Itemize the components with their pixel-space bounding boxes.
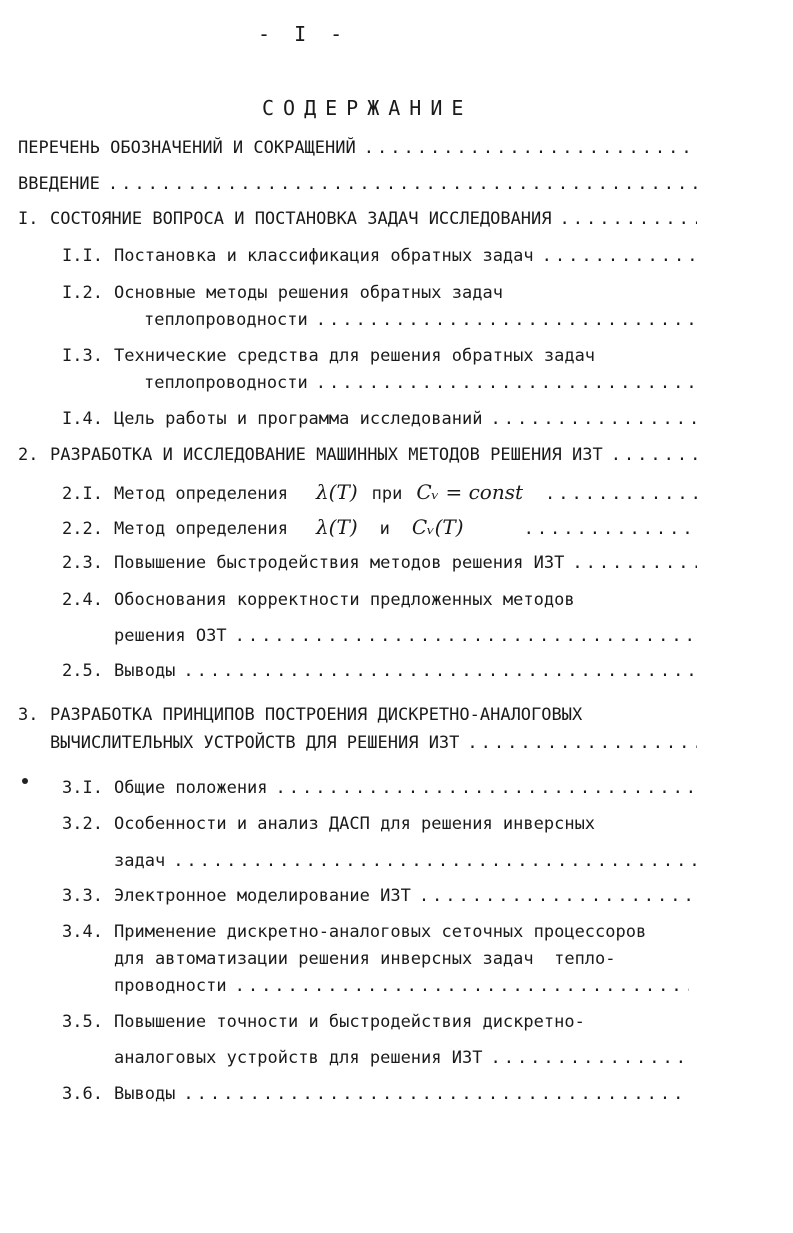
toc-entry-title: Обоснования корректности предложенных методов	[114, 590, 575, 610]
toc-entry-title-cont: решения ОЗТ	[114, 626, 227, 646]
toc-entry-title: Применение дискретно-аналоговых сеточных процессоров	[114, 922, 647, 942]
toc-section-3-5-line2	[114, 1046, 689, 1070]
toc-entry-number: 3.I.	[62, 778, 103, 798]
toc-section-3-2-line2	[114, 849, 697, 873]
toc-entry-title-cont: теплопроводности	[144, 310, 308, 330]
toc-section-2-4-line2	[114, 624, 697, 648]
toc-entry-introduction	[18, 172, 697, 196]
toc-entry-number: 3.5.	[62, 1012, 103, 1032]
handwritten-formula: Cᵥ = const	[416, 480, 523, 504]
toc-entry-title: Особенности и анализ ДАСП для решения инверсных	[114, 814, 596, 834]
dot-leader	[419, 884, 697, 908]
toc-entry-title: Технические средства для решения обратных задач	[114, 346, 596, 366]
toc-entry-number: 2.2.	[62, 519, 103, 539]
dot-leader	[560, 207, 697, 231]
handwritten-formula: λ(T)	[316, 515, 358, 539]
toc-entry-title: Цель работы и программа исследований	[114, 409, 483, 429]
toc-entry-title: РАЗРАБОТКА И ИССЛЕДОВАНИЕ МАШИННЫХ МЕТОДОВ РЕШЕНИЯ ИЗТ	[50, 445, 603, 465]
toc-entry-number: I.4.	[62, 409, 103, 429]
toc-entry-number: 2.5.	[62, 661, 103, 681]
toc-entry-number: I.I.	[62, 246, 103, 266]
dot-leader	[183, 659, 697, 683]
toc-entry-number: 2.3.	[62, 553, 103, 573]
toc-entry-word: при	[371, 484, 403, 504]
toc-entry-title: Выводы	[114, 1084, 176, 1104]
toc-entry-number: 2.I.	[62, 484, 103, 504]
toc-entry-title: Постановка и классификация обратных задач	[114, 246, 534, 266]
toc-chapter-3-line1	[18, 703, 582, 727]
toc-section-1-4	[62, 407, 697, 431]
toc-entry-title: Повышение быстродействия методов решения ИЗТ	[114, 553, 565, 573]
toc-entry-title: Электронное моделирование ИЗТ	[114, 886, 411, 906]
toc-section-1-3-line1	[62, 344, 595, 368]
dot-leader	[542, 244, 697, 268]
toc-chapter-2	[18, 443, 697, 467]
toc-entry-title-cont: для автоматизации решения инверсных задач тепло-	[114, 949, 616, 969]
toc-section-2-5	[62, 659, 697, 683]
toc-section-1-2-line1	[62, 281, 503, 305]
toc-entry-abbreviations	[18, 136, 697, 160]
dot-leader	[490, 1046, 689, 1070]
dot-leader	[316, 308, 697, 332]
toc-entry-title: ВВЕДЕНИЕ	[18, 174, 100, 194]
toc-entry-number: I.3.	[62, 346, 103, 366]
toc-entry-number: 3.	[18, 705, 39, 725]
dot-leader	[173, 849, 697, 873]
handwritten-formula: Cᵥ(T)	[411, 515, 464, 539]
dot-leader	[108, 172, 697, 196]
toc-section-2-4-line1	[62, 588, 575, 612]
toc-entry-title: Выводы	[114, 661, 176, 681]
toc-entry-word: и	[379, 519, 390, 539]
toc-entry-number: I.2.	[62, 283, 103, 303]
toc-entry-title: Общие положения	[114, 778, 268, 798]
toc-entry-title: Метод определения	[114, 519, 288, 539]
toc-entry-title: ПЕРЕЧЕНЬ ОБОЗНАЧЕНИЙ И СОКРАЩЕНИЙ	[18, 138, 356, 158]
dot-leader	[467, 731, 697, 755]
handwritten-formula: λ(T)	[316, 480, 358, 504]
toc-section-3-4-line1	[62, 920, 646, 944]
dot-leader	[235, 624, 697, 648]
dot-leader	[276, 776, 697, 800]
toc-chapter-3-line2	[50, 731, 697, 755]
toc-entry-title: СОСТОЯНИЕ ВОПРОСА И ПОСТАНОВКА ЗАДАЧ ИССЛЕДОВАНИЯ	[50, 209, 552, 229]
toc-section-2-2	[62, 515, 697, 539]
dot-leader	[545, 482, 697, 504]
toc-entry-title-cont: теплопроводности	[144, 373, 308, 393]
toc-section-1-2-line2	[144, 308, 697, 332]
dot-leader	[183, 1082, 689, 1106]
dot-leader	[611, 443, 697, 467]
dot-leader	[316, 371, 697, 395]
toc-entry-title: РАЗРАБОТКА ПРИНЦИПОВ ПОСТРОЕНИЯ ДИСКРЕТНО-АНАЛОГОВЫХ	[50, 705, 583, 725]
page-number: - I -	[258, 22, 349, 46]
toc-entry-number: I.	[18, 209, 39, 229]
toc-entry-title-cont: аналоговых устройств для решения ИЗТ	[114, 1048, 483, 1068]
page-title: СОДЕРЖАНИЕ	[262, 96, 473, 120]
dot-leader	[490, 407, 697, 431]
toc-entry-number: 3.4.	[62, 922, 103, 942]
toc-chapter-1	[18, 207, 697, 231]
toc-section-3-4-line3	[114, 974, 689, 998]
toc-entry-number: 3.3.	[62, 886, 103, 906]
toc-entry-title: Повышение точности и быстродействия дискретно-	[114, 1012, 585, 1032]
toc-section-1-1	[62, 244, 697, 268]
toc-entry-number: 3.6.	[62, 1084, 103, 1104]
toc-entry-number: 2.4.	[62, 590, 103, 610]
dot-leader	[572, 551, 697, 575]
toc-section-3-1	[62, 776, 697, 800]
toc-section-1-3-line2	[144, 371, 697, 395]
toc-section-3-6	[62, 1082, 689, 1106]
toc-section-3-5-line1	[62, 1010, 585, 1034]
toc-section-3-3	[62, 884, 697, 908]
toc-entry-title-cont: проводности	[114, 976, 227, 996]
toc-entry-title-cont: ВЫЧИСЛИТЕЛЬНЫХ УСТРОЙСТВ ДЛЯ РЕШЕНИЯ ИЗТ	[50, 733, 460, 753]
toc-section-2-1	[62, 480, 697, 504]
dot-leader	[364, 136, 697, 160]
toc-section-3-4-line2	[114, 947, 616, 971]
toc-entry-title: Метод определения	[114, 484, 288, 504]
toc-entry-number: 3.2.	[62, 814, 103, 834]
dot-leader	[524, 517, 697, 539]
toc-entry-number: 2.	[18, 445, 39, 465]
toc-section-3-2-line1	[62, 812, 595, 836]
dot-leader	[235, 974, 689, 998]
toc-entry-title: Основные методы решения обратных задач	[114, 283, 503, 303]
toc-section-2-3	[62, 551, 697, 575]
ink-speck	[22, 778, 28, 784]
toc-entry-title-cont: задач	[114, 851, 166, 871]
